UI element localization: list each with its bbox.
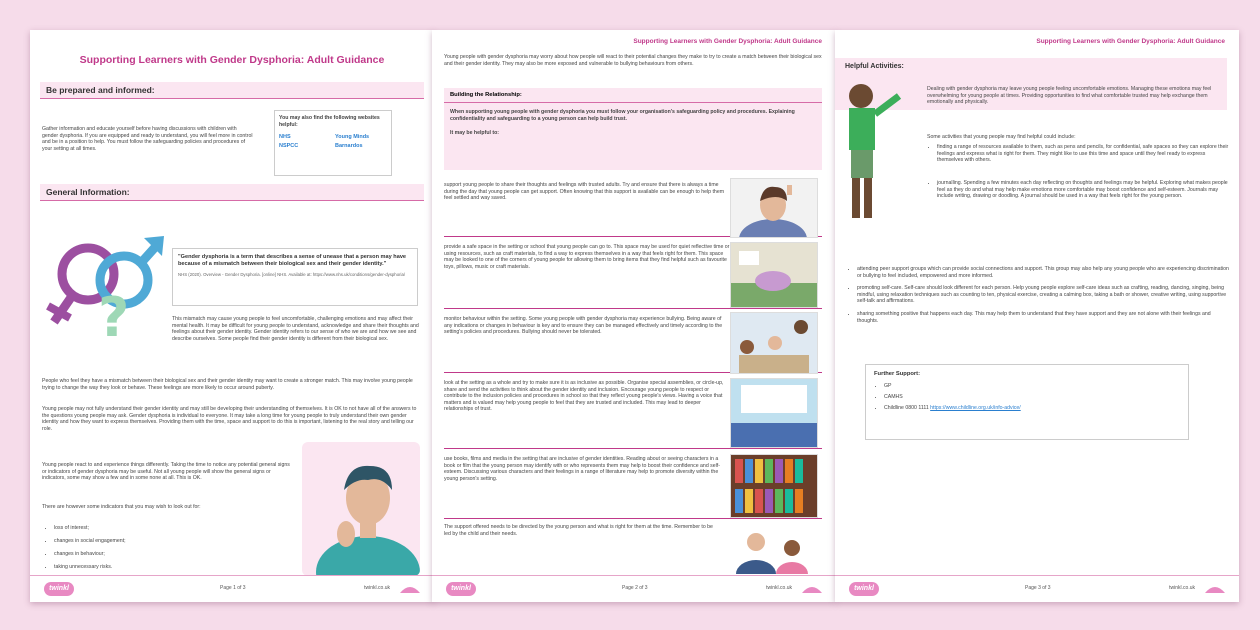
svg-text:?: ? xyxy=(98,286,130,349)
lead-text: When supporting young people with gender dysphoria you must follow your organisation's safeguarding policy and procedures. Explaining confidentiality and safeguarding to a young person can help build trust. xyxy=(450,109,795,122)
list-item: • changes in social engagement; xyxy=(54,535,294,548)
footer-badge-icon xyxy=(398,581,422,595)
row-text: use books, films and media in the setting that are inclusive of gender identities. Reading about or seeing characters in a book or film that the young person may identify with or who represents them may help to boost their confidence and self-esteem. Discussing various characters and their feelings in a range of literature may help to promote diversity within the young person's setting. xyxy=(444,456,720,482)
twinkl-logo: twinkl xyxy=(446,582,476,596)
student-portrait-illustration xyxy=(730,178,818,238)
row-text: monitor behaviour within the setting. Some young people with gender dysphoria may experience bullying. Being aware of any indications or changes in behaviour is key and to ensure they can be managed effectively and timely according to the setting's policies and procedures. Bullying should never be tolerated. xyxy=(444,316,723,336)
section-heading: Helpful Activities: xyxy=(845,63,904,70)
section-heading: General Information: xyxy=(40,184,424,201)
maybe-text: It may be helpful to: xyxy=(450,130,499,137)
websites-box xyxy=(274,110,392,176)
activities-list-2 xyxy=(927,180,1233,200)
page-2 xyxy=(432,30,836,602)
support-childline: • Childline 0800 1111 https://www.childline.org.uk/info-advice/ xyxy=(884,403,1180,414)
adult-child-illustration xyxy=(730,522,816,574)
list-item: • attending peer support groups which can provide social connections and support. This group may also help any young people who are experiencing discrimination or bullying to feel included, empowered and more informed. xyxy=(857,266,1233,279)
doc-title: Supporting Learners with Gender Dysphoria: Adult Guidance xyxy=(79,54,385,66)
page-footer xyxy=(835,575,1239,602)
list-item: • taking unnecessary risks. xyxy=(54,561,294,574)
row-text: look at the setting as a whole and try to make sure it is as inclusive as possible. Organise special assemblies, or circle-up, share and send the activities to think about the gender identity and inclusion. Encourage young people to respect or contribute to the inclusion policies and procedures in school so that they reflect young people's views. Having a voice that matters and is valued may help young people to feel that they are trusted and included. This may lead to deeper relationships of trust. xyxy=(444,380,724,413)
link-nspcc[interactable]: NSPCC xyxy=(279,143,299,150)
section-heading: Be prepared and informed: xyxy=(40,82,424,99)
list-item: • finding a range of resources available to them, such as pens and pencils, for confidential, safe spaces so they can explore their feelings and express what is right for them. They might like to use this time and space until they feel ready to express themselves with others. xyxy=(937,144,1233,164)
activities-intro: Dealing with gender dysphoria may leave young people feeling uncomfortable emotions. Managing these emotions may feel overwhelming for young people at times. Providing opportunities to find what comfortable trusted may help exchange them emotionally and physically. xyxy=(927,86,1212,106)
quote-source: NHS (2020). Overview - Gender Dysphoria. [online] NHS. Available at: https://www.nhs.uk/conditions/gender-dysphoria/ xyxy=(178,272,406,277)
para-3: Young people may not fully understand their gender identity and may still be developing their understanding of themselves. It is OK to not have all of the answers to the questions young people may ask. Gender dysphoria is individual to everyone. It may take a long time for young people to truly understand their own gender identity and how they want to express themselves. Providing them with the time, space and support to do this is important, listening to the real story and telling our role. xyxy=(42,406,417,432)
gender-symbols-illustration xyxy=(38,224,170,356)
boy-illustration xyxy=(839,74,919,234)
page-1 xyxy=(30,30,434,602)
link-young-minds[interactable]: Young Minds xyxy=(335,134,370,141)
page-number: Page 1 of 3 xyxy=(220,585,246,591)
childline-link[interactable]: https://www.childline.org.uk/info-advice/ xyxy=(930,405,1021,411)
assembly-illustration xyxy=(730,378,818,448)
page-number: Page 3 of 3 xyxy=(1025,585,1051,591)
page-footer xyxy=(432,575,836,602)
para-1: This mismatch may cause young people to feel uncomfortable, challenging emotions and may affect their mental health. It may be difficult for young people to understand, acknowledge and share their thoughts and feelings about their gender identity. Gender identity refers to our sense of who we are and how we see and describe ourselves. Some people find their gender identity is different from their biological sex. xyxy=(172,316,419,342)
para-2: People who feel they have a mismatch between their biological sex and their gender identity may want to create a stronger match. This may involve young people trying to change the way they look or behave. These feelings are more likely to occur around puberty. xyxy=(42,378,413,391)
activities-lead: Some activities that young people may find helpful could include: xyxy=(927,134,1076,140)
footer-badge-icon xyxy=(1203,581,1227,595)
list-item: • sharing something positive that happens each day. This may help them to understand that they have support and they are not alone with their feelings and thoughts. xyxy=(857,311,1233,324)
further-support-title: Further Support: xyxy=(874,371,921,377)
running-header: Supporting Learners with Gender Dysphoria: Adult Guidance xyxy=(1036,38,1225,45)
support-gp: • GP xyxy=(884,381,1180,392)
link-nhs[interactable]: NHS xyxy=(279,134,291,141)
list-item: • promoting self-care. Self-care should look different for each person. Help young people explore self-care ideas such as crafting, reading, dancing, singing, being mindful, using relaxation techniques such as counting to ten, physical exercise, creating a calming box, taking a bath or shower, creative writing, using supportive self-talk and affirmations. xyxy=(857,285,1233,305)
page-3 xyxy=(835,30,1239,602)
safe-space-illustration xyxy=(730,242,818,308)
quote-box xyxy=(172,248,418,306)
indicator-list xyxy=(44,522,294,574)
relationship-box xyxy=(444,88,822,170)
para-5: There are however some indicators that you may wish to look out for: xyxy=(42,504,201,510)
twinkl-logo: twinkl xyxy=(44,582,74,596)
running-header: Supporting Learners with Gender Dysphoria: Adult Guidance xyxy=(633,38,822,45)
websites-box-title: You may also find the following websites helpful: xyxy=(279,115,380,128)
top-text: Young people with gender dysphoria may worry about how people will react to their potential changes they make to try to create a match between their biological sex and their gender identity. They may also be more exposed and vulnerable to bullying behaviours from others. xyxy=(444,54,822,67)
footer-url: twinkl.co.uk xyxy=(766,585,792,591)
row-text: provide a safe space in the setting or school that young people can go to. This space may be used for quiet reflective time or using resources, such as craft materials, to find a way to express themselves in a way that feels right for them. This space may be looked to one of the corners of young people for allowing them to bring items that they find helpful such as favourite toys, pillows, music or craft materials. xyxy=(444,244,730,270)
thinking-person-illustration xyxy=(302,442,420,576)
list-item: • journalling. Spending a few minutes each day reflecting on thoughts and feelings may be helpful. Exploring what makes people feel as they do and what may help make emotions more comfortable may boost confidence and self-esteem. Journals may include writing, drawing or doodling. A journal should be used in a way that feels right for the young person. xyxy=(937,180,1233,200)
intro-text: Gather information and educate yourself before having discussions with children with gender dysphoria. If you are equipped and ready to understand, you will feel more in control and be in a position to help. You must follow the safeguarding policies and procedures of your setting at all times. xyxy=(42,126,253,152)
page-number: Page 2 of 3 xyxy=(622,585,648,591)
link-barnardos[interactable]: Barnardos xyxy=(335,143,363,150)
quote-text: "Gender dysphoria is a term that describes a sense of unease that a person may have because of a mismatch between their biological sex and their gender identity." xyxy=(178,254,407,267)
row-text: support young people to share their thoughts and feelings with trusted adults. Try and ensure that there is always a time during the day that young people can get support. Often knowing that this support is available can be enough to help them feel settled and way saved. xyxy=(444,182,725,202)
para-4: Young people react to and experience things differently. Taking the time to notice any potential general signs or indicators of gender dysphoria may be useful. Not all young people will show the general signs or indicators, some may show a few and in some none at all. This is OK. xyxy=(42,462,290,482)
list-item: • changes in behaviour; xyxy=(54,548,294,561)
twinkl-logo: twinkl xyxy=(849,582,879,596)
bookshelf-illustration xyxy=(730,454,818,518)
footer-url: twinkl.co.uk xyxy=(364,585,390,591)
section-heading: Building the Relationship: xyxy=(444,88,822,103)
closing-text: The support offered needs to be directed by the young person and what is right for them at the time. Remember to be led by the child and their needs. xyxy=(444,524,713,537)
support-camhs: • CAMHS xyxy=(884,392,1180,403)
footer-url: twinkl.co.uk xyxy=(1169,585,1195,591)
footer-badge-icon xyxy=(800,581,824,595)
activities-list xyxy=(927,144,1233,168)
activities-list-3 xyxy=(847,266,1233,324)
page-footer xyxy=(30,575,434,602)
further-support-box xyxy=(865,364,1189,440)
classroom-illustration xyxy=(730,312,818,374)
list-item: • loss of interest; xyxy=(54,522,294,535)
